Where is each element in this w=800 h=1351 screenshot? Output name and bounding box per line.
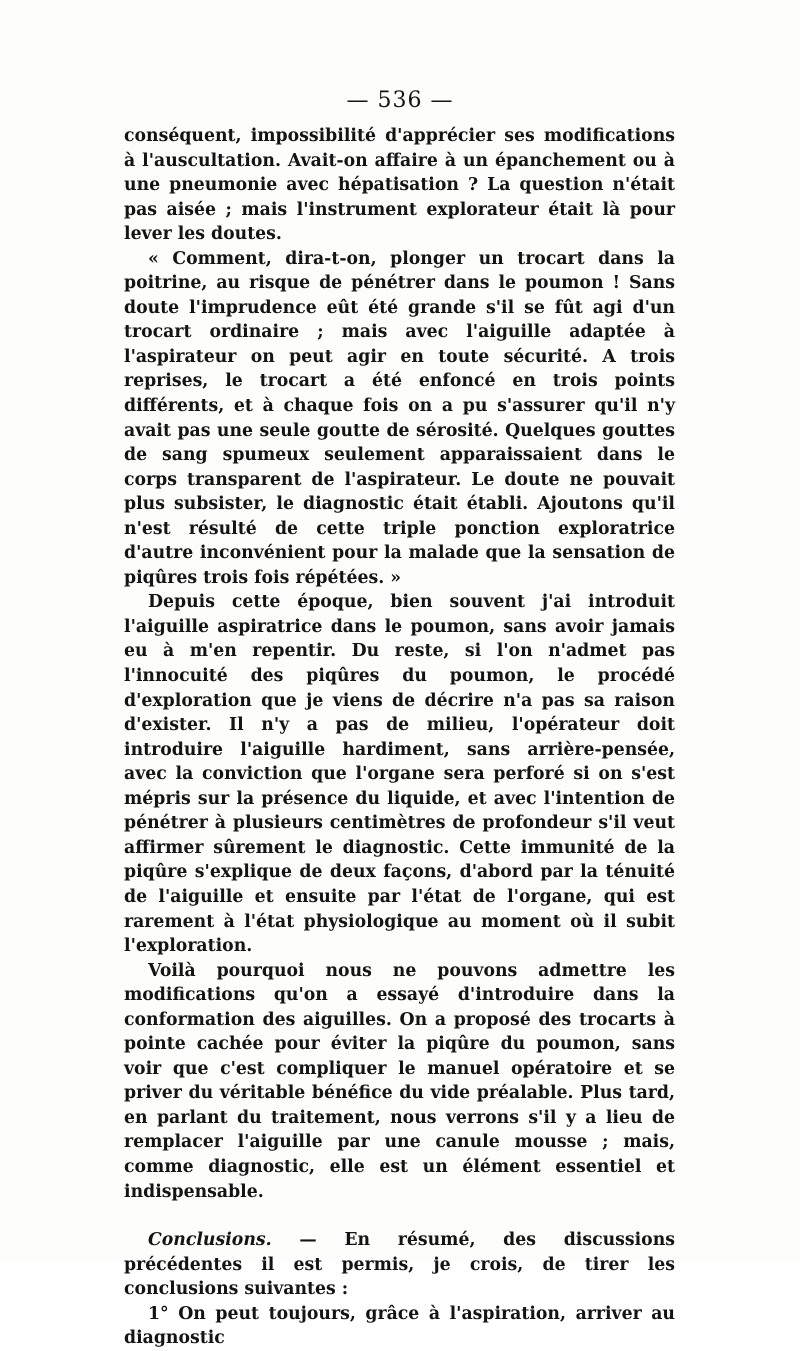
paragraph-4: Voilà pourquoi nous ne pouvons admettre les modifications qu'on a essayé d'introduire dans la conformation des aiguilles. On a proposé des trocarts à pointe cachée pour éviter la piqûre du poumon, sans voir que c'est compliquer le manuel opératoire et se priver du véritable bénéfice du vide préalable. Plus tard, en parlant du traitement, nous verrons s'il y a lieu de remplacer l'aiguille par une canule mousse ; mais, comme diagnostic, elle est un élément essentiel et indispensable. bbox=[124, 960, 675, 1202]
paragraph-3: Depuis cette époque, bien souvent j'ai introduit l'aiguille aspiratrice dans le poumon, sans avoir jamais eu à m'en repentir. Du reste, si l'on n'admet pas l'innocuité des piqûres du poumon, le procédé d'exploration que je viens de décrire n'a pas sa raison d'exister. Il n'y a pas de milieu, l'opérateur doit introduire l'aiguille hardiment, sans arrière-pensée, avec la conviction que l'organe sera perforé si on s'est mépris sur la présence du liquide, et avec l'intention de pénétrer à plusieurs centimètres de profondeur s'il veut affirmer sûrement le diagnostic. Cette immunité de la piqûre s'explique de deux façons, d'abord par la ténuité de l'aiguille et ensuite par l'état de l'organe, qui est rarement à l'état physiologique au moment où il subit l'exploration. bbox=[124, 592, 675, 957]
conclusions-text: — En résumé, des discussions précédentes il est permis, je crois, de tirer les conclusions suivantes : bbox=[124, 1230, 675, 1300]
paragraph-1: conséquent, impossibilité d'apprécier ses modifications à l'auscultation. Avait-on affaire à un épanchement ou à une pneumonie avec hépatisation ? La question n'était pas aisée ; mais l'instrument explorateur était là pour lever les doutes. bbox=[124, 126, 675, 245]
page-number: — 536 — bbox=[346, 88, 454, 113]
conclusions-paragraph bbox=[124, 1228, 675, 1302]
conclusion-item-1: 1° On peut toujours, grâce à l'aspiration, arriver au diagnostic bbox=[124, 1303, 675, 1349]
conclusions-title: Conclusions. bbox=[148, 1230, 272, 1251]
section-gap bbox=[124, 1204, 675, 1228]
body-text bbox=[124, 124, 675, 1351]
paragraph-2: « Comment, dira-t-on, plonger un trocart dans la poitrine, au risque de pénétrer dans le poumon ! Sans doute l'imprudence eût été grande s'il se fût agi d'un trocart ordinaire ; mais avec l'aiguille adaptée à l'aspirateur on peut agir en toute sécurité. A trois reprises, le trocart a été enfoncé en trois points différents, et à chaque fois on a pu s'assurer qu'il n'y avait pas une seule goutte de sérosité. Quelques gouttes de sang spumeux seulement apparaissaient dans le corps transparent de l'aspirateur. Le doute ne pouvait plus subsister, le diagnostic était établi. Ajoutons qu'il n'est résulté de cette triple ponction exploratrice d'autre inconvénient pour la malade que la sensation de piqûres trois fois répétées. » bbox=[124, 248, 675, 588]
